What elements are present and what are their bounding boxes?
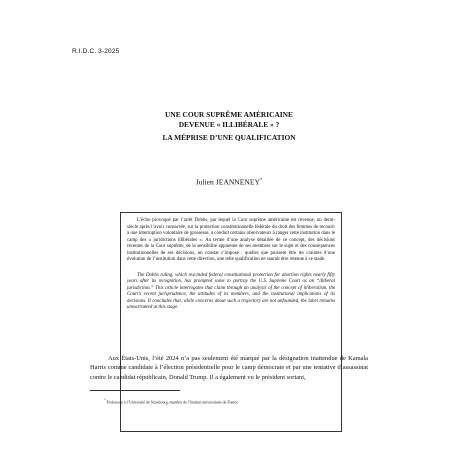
author-line — [80, 177, 378, 187]
body-text — [90, 354, 368, 382]
abstract-french: L’écho provoqué par l’arrêt Dobbs, par lequel la Cour suprême américaine est revenue, un demi-siècle après l’avoir consacrée, sur la protection constitutionnelle fédérale du droit des femmes de recourir à une interruption volontaire de grossesse, a conduit certains observateurs à ranger cette institution dans le camp des « juridictions illibérales ». Au terme d’une analyse détaillée de ce concept, des décisions récentes de la Cour suprême, de la sensibilité apparente de ses membres sur le sujet et des conséquences institutionnelles de ses décisions, un constat s’impose : quelles que puissent être les craintes d’une évolution de l’institution dans cette direction, une telle qualification ne saurait être retenue à ce stade. — [127, 218, 335, 262]
title-line-2: DEVENUE « ILLIBÉRALE » ? — [178, 120, 280, 129]
author-footnote-mark: * — [260, 177, 263, 182]
journal-header: R.I.D.C. 3-2025 — [72, 48, 120, 55]
title-line-1: UNE COUR SUPRÊME AMÉRICAINE — [165, 110, 293, 119]
body-paragraph: Aux États-Unis, l’été 2024 n’a pas seulement été marqué par la désignation inattendue de Kamala Harris comme candidate à l’élection présidentielle pour le camp démocrate et par une tentative d’assassinat contre le candidat républicain, Donald Trump. Il a également vu le président sortant, — [90, 355, 368, 381]
footnote-text: Professeur à l’Université de Strasbourg, membre de l’Institut universitaire de France — [106, 400, 238, 405]
footnote-separator — [90, 390, 180, 391]
footnote-mark: * — [104, 398, 106, 402]
title-line-3: LA MÉPRISE D’UNE QUALIFICATION — [162, 133, 296, 142]
article-title — [80, 110, 378, 143]
abstract-english: The Dobbs ruling, which rescinded federal constitutional protection for abortion rights nearly fifty years after its recognition, has prompted some to portray the U.S. Supreme Court as an “illiberal jurisdiction.” This article interrogates that claim through an analysis of the concept of illiberalism, the Court’s recent jurisprudence, the attitudes of its members, and the institutional implications of its decisions. It concludes that, while concerns about such a trajectory are not unfounded, the label remains unwarranted at this stage. — [127, 272, 335, 310]
footnote — [104, 398, 364, 405]
author-name: Julien JEANNENEY — [195, 177, 261, 187]
